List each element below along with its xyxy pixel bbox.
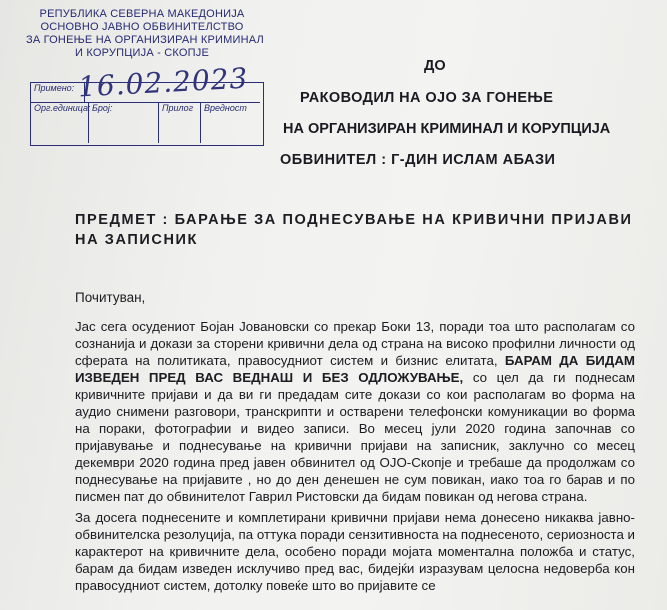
address-line-1: РАКОВОДИЛ НА ОЈО ЗА ГОНЕЊЕ [300, 90, 554, 106]
attachment-label: Прилог [159, 103, 201, 143]
handwritten-received-date: 16.02.2023 [77, 61, 250, 104]
stamp-line: РЕПУБЛИКА СЕВЕРНА МАКЕДОНИЈА [39, 8, 245, 20]
value-label: Вредност [204, 103, 247, 113]
letter-subject: ПРЕДМЕТ : БАРАЊЕ ЗА ПОДНЕСУВАЊЕ НА КРИВИЧНИ ПРИЈАВИ НА ЗАПИСНИК [75, 212, 633, 248]
stamp-line: И КОРУПЦИЈА - СКОПЈЕ [75, 47, 209, 59]
address-line-2: НА ОРГАНИЗИРАН КРИМИНАЛ И КОРУПЦИЈА [283, 121, 611, 137]
letter-greeting: Почитуван, [75, 290, 146, 305]
body-text: со цел да ги поднесам кривичните пријави и да ви ги предадам сите докази со кои располагам во форма на аудио снимени разговори, транскрипти и остварени телефонски комуникации во форма на пораки, фотографии и видео записи. Во месец јули 2020 година започнав со пријавување и поднесување на кривични пријави на записник, заклучно со месец декември 2020 година пред јавен обвинител од ОЈО-Скопје и требаше да продолжам со поднесување на пријавите , но до ден денешен не сум повикан, иако тоа го барав и по писмен пат до обвинителот Гаврил Ристовски да бидам повикан од негова страна. [75, 370, 635, 504]
stamp-line: ЗА ГОНЕЊЕ НА ОРГАНИЗИРАН КРИМИНАЛ [26, 34, 264, 46]
org-unit-label: Орг.единица: [31, 103, 89, 143]
body-paragraph-1 [75, 318, 635, 505]
institution-stamp [26, 8, 264, 60]
stamp-line: ОСНОВНО ЈАВНО ОБВИНИТЕЛСТВО [40, 21, 244, 33]
received-label: Примено: [31, 83, 85, 103]
body-emphasis: БАРАМ ДА БИДАМ ИЗВЕДЕН ПРЕД ВАС ВЕДНАШ И БЕЗ ОДЛОЖУВАЊЕ, [75, 353, 635, 385]
address-line-3: ОБВИНИТЕЛ : Г-ДИН ИСЛАМ АБАЗИ [280, 152, 556, 168]
body-text: Јас сега осудениот Бојан Јовановски со прекар Боки 13, поради тоа што располагам со сознанија и докази за сторени кривични дела од страна на високо профилни личности од сферата на политиката, правосудниот систем и бизнис елитата, [75, 319, 635, 368]
body-paragraph-2: За досега поднесените и комплетирани кривични пријави нема донесено никаква јавно-обвинителска резолуција, па оттука поради сензитивноста на поднесеното, сериозноста и карактерот на кривичните дела, особено поради мојата моментална положба и статус, барам да бидам изведен исклучиво пред вас, бидејќи изразувам целосна недоверба кон правосудниот систем, дотолку повеќе што во пријавите се [75, 510, 635, 593]
letter-body [75, 318, 635, 598]
address-to: ДО [424, 58, 446, 74]
number-label: Број: [89, 103, 159, 143]
